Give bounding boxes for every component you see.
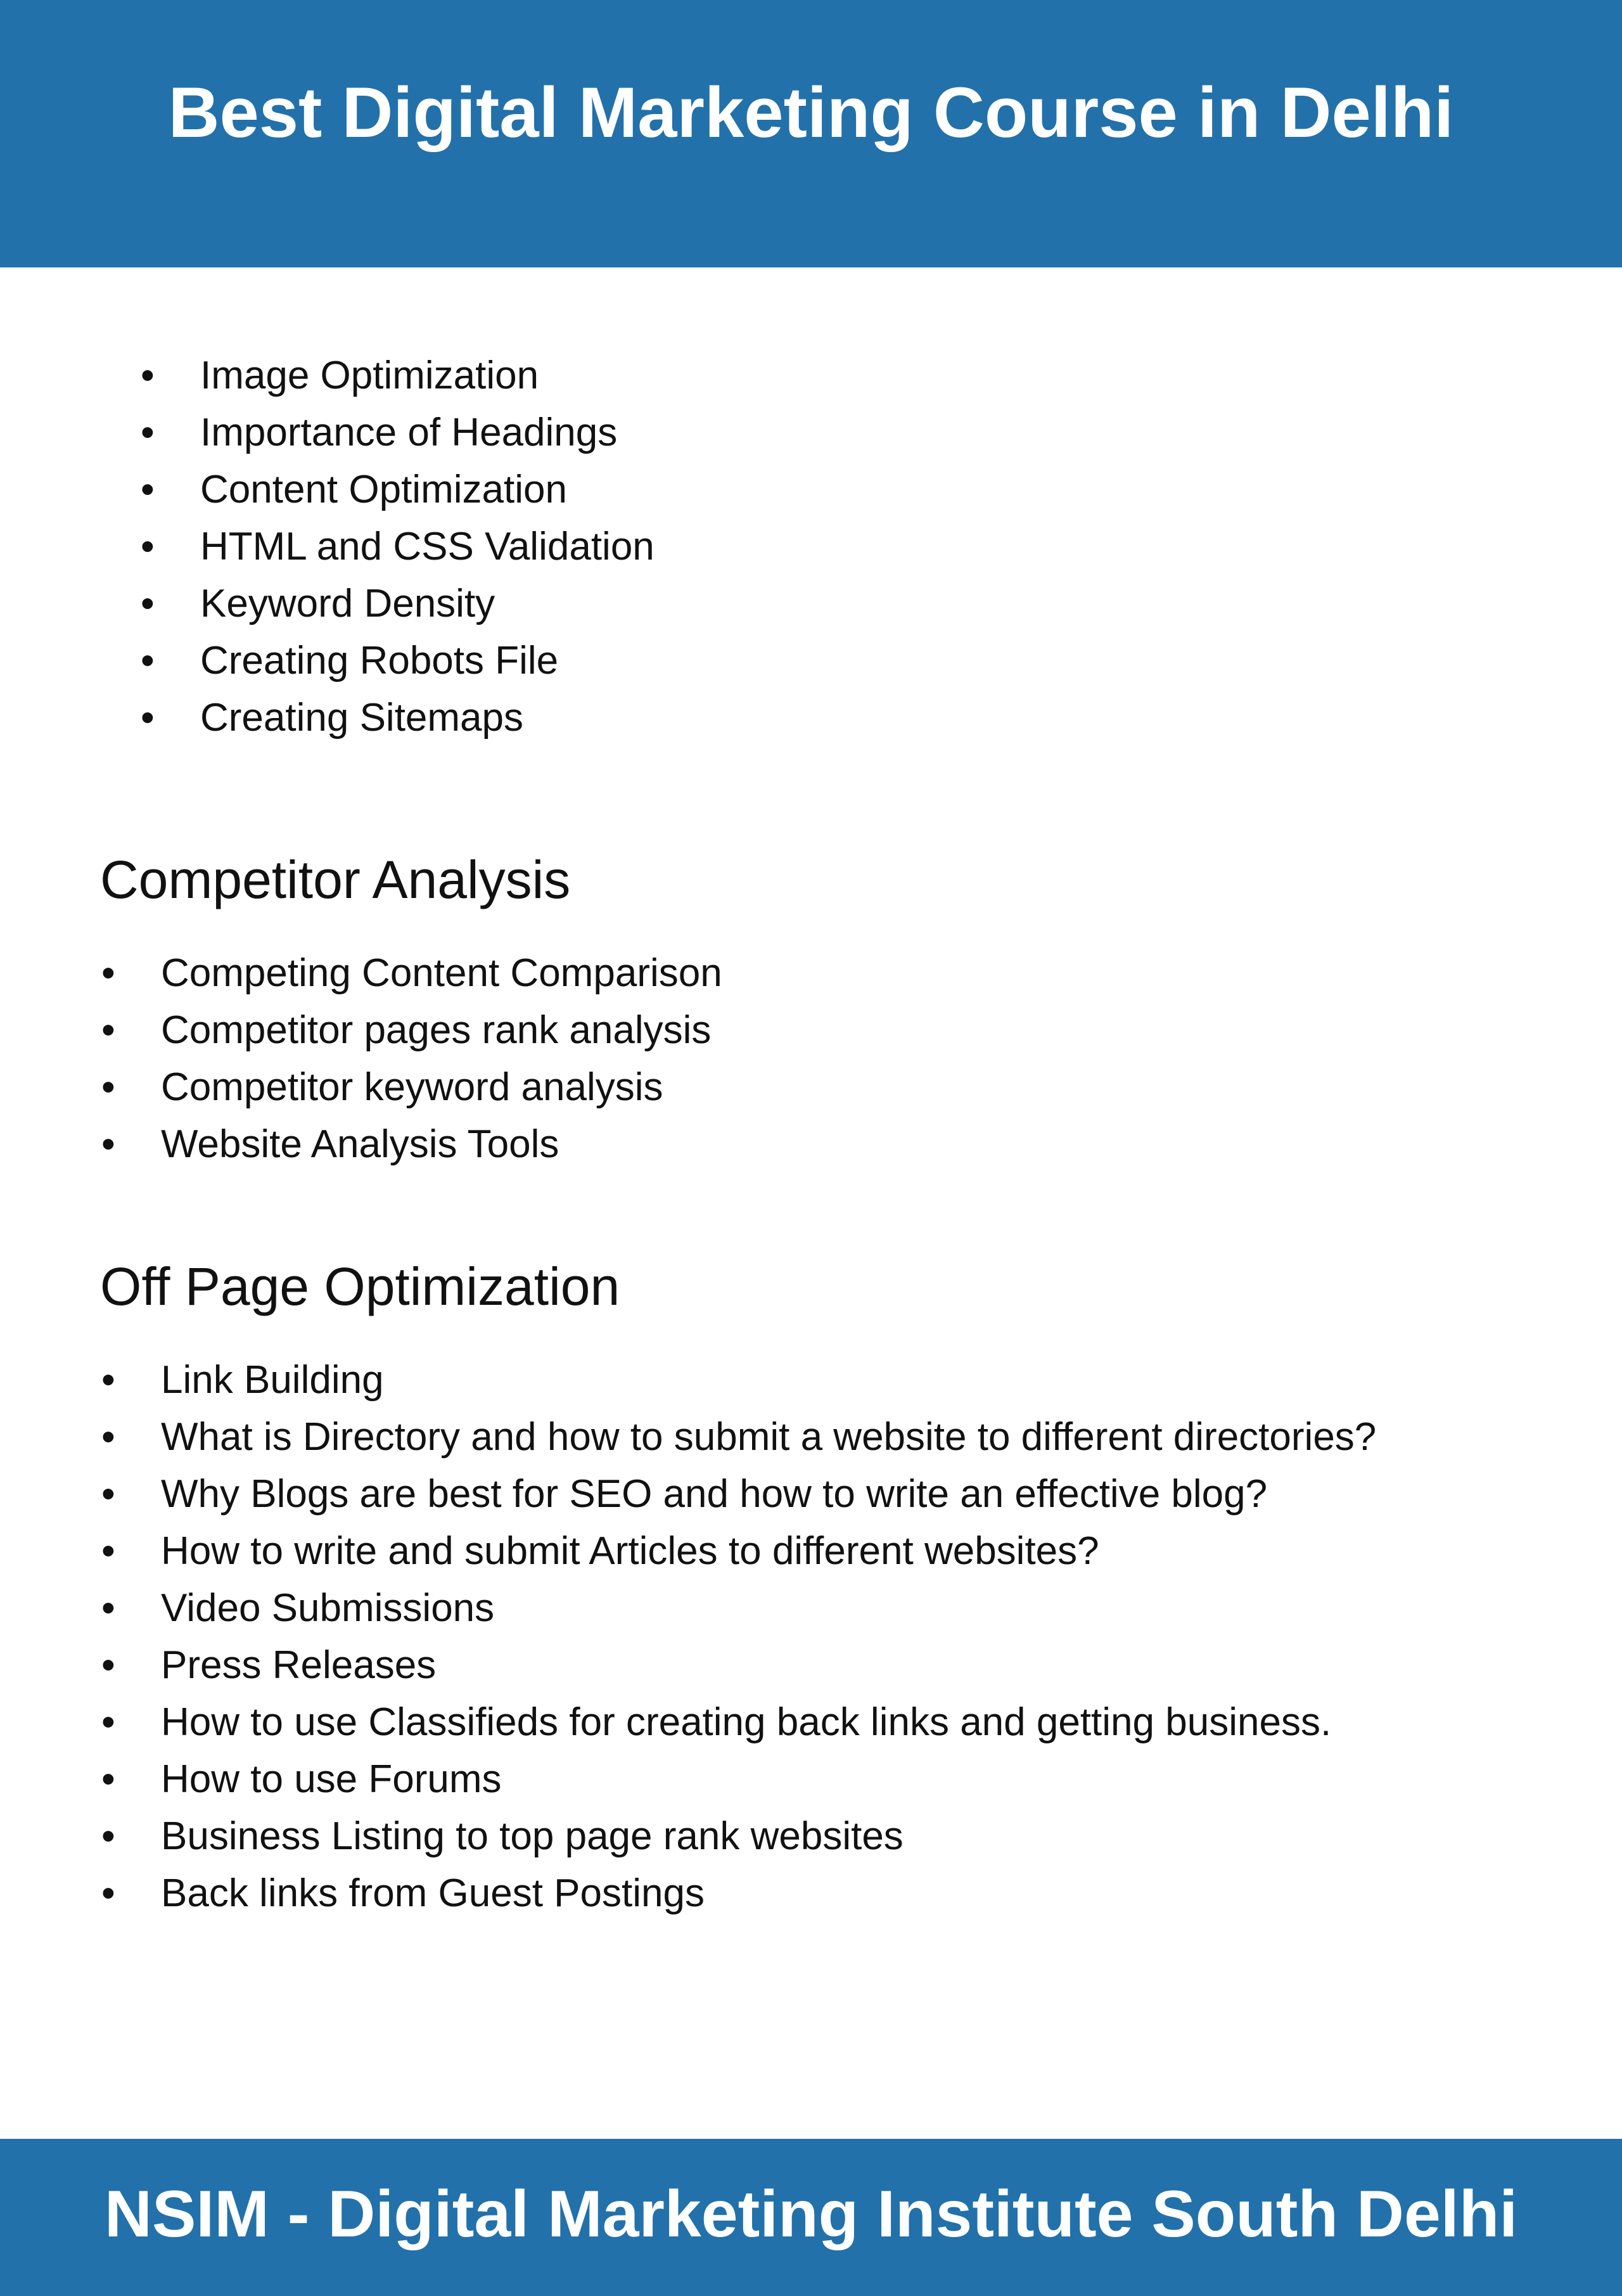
bullet-icon: •	[141, 468, 155, 511]
bullet-icon: •	[101, 1415, 115, 1459]
list-item-label: Link Building	[161, 1358, 384, 1402]
list-item	[101, 1059, 722, 1116]
list-item	[141, 518, 655, 575]
list-item-label: Creating Sitemaps	[200, 696, 524, 740]
list-item	[141, 461, 655, 518]
bullet-icon: •	[101, 1700, 115, 1744]
list-item	[101, 1865, 1376, 1922]
list-item-label: Video Submissions	[161, 1586, 495, 1630]
footer-title: NSIM - Digital Marketing Institute South Delhi	[104, 2177, 1518, 2251]
list-item-label: Why Blogs are best for SEO and how to write an effective blog?	[161, 1472, 1268, 1516]
list-item	[101, 1580, 1376, 1637]
list-item	[101, 1352, 1376, 1409]
bullet-icon: •	[101, 951, 115, 995]
list-item-label: Image Optimization	[200, 354, 539, 397]
list-item	[141, 689, 655, 747]
list-item-label: Content Optimization	[200, 468, 567, 511]
bullet-icon: •	[101, 1472, 115, 1516]
list-item-label: Back links from Guest Postings	[161, 1871, 705, 1915]
bullet-icon: •	[141, 354, 155, 397]
list-item	[101, 1808, 1376, 1865]
bullet-icon: •	[141, 582, 155, 625]
list-item	[101, 1116, 722, 1173]
list-item-label: How to use Classifieds for creating back links and getting business.	[161, 1700, 1332, 1744]
list-item-label: How to use Forums	[161, 1757, 502, 1801]
bullet-icon: •	[141, 525, 155, 568]
list-item	[141, 575, 655, 632]
list-item-label: Keyword Density	[200, 582, 495, 625]
bullet-icon: •	[101, 1008, 115, 1052]
list-item-label: How to write and submit Articles to different websites?	[161, 1529, 1099, 1573]
list-item	[101, 1002, 722, 1059]
list-item-label: What is Directory and how to submit a website to different directories?	[161, 1415, 1377, 1459]
bullet-icon: •	[101, 1757, 115, 1801]
bullet-icon: •	[101, 1871, 115, 1915]
list-item-label: Creating Robots File	[200, 639, 559, 683]
bullet-icon: •	[101, 1122, 115, 1166]
list-item	[141, 404, 655, 461]
list-item	[101, 1751, 1376, 1808]
list-item-label: Importance of Headings	[200, 411, 618, 454]
bullet-icon: •	[101, 1814, 115, 1858]
header-banner	[0, 0, 1622, 267]
bullet-icon: •	[141, 639, 155, 683]
list-item	[141, 347, 655, 404]
bullet-icon: •	[141, 411, 155, 454]
bullet-icon: •	[101, 1643, 115, 1687]
off-page-optimization-list	[101, 1352, 1376, 1922]
list-item-label: Website Analysis Tools	[161, 1122, 559, 1166]
list-item	[101, 1637, 1376, 1694]
page-title: Best Digital Marketing Course in Delhi	[168, 73, 1454, 152]
list-item	[101, 1523, 1376, 1580]
competitor-analysis-list	[101, 945, 722, 1173]
list-item	[101, 1466, 1376, 1523]
list-item-label: Competing Content Comparison	[161, 951, 722, 995]
bullet-icon: •	[101, 1065, 115, 1109]
list-item	[101, 1694, 1376, 1751]
section-heading-competitor-analysis: Competitor Analysis	[100, 850, 571, 909]
bullet-icon: •	[141, 696, 155, 740]
list-item	[101, 945, 722, 1002]
list-item-label: Press Releases	[161, 1643, 437, 1687]
list-item	[141, 632, 655, 689]
bullet-icon: •	[101, 1529, 115, 1573]
bullet-icon: •	[101, 1358, 115, 1402]
on-page-list	[141, 347, 655, 747]
list-item-label: Competitor keyword analysis	[161, 1065, 663, 1109]
bullet-icon: •	[101, 1586, 115, 1630]
section-heading-off-page-optimization: Off Page Optimization	[100, 1257, 620, 1316]
list-item-label: Competitor pages rank analysis	[161, 1008, 712, 1052]
footer-banner	[0, 2139, 1622, 2296]
list-item	[101, 1409, 1376, 1466]
list-item-label: Business Listing to top page rank websites	[161, 1814, 904, 1858]
list-item-label: HTML and CSS Validation	[200, 525, 655, 568]
